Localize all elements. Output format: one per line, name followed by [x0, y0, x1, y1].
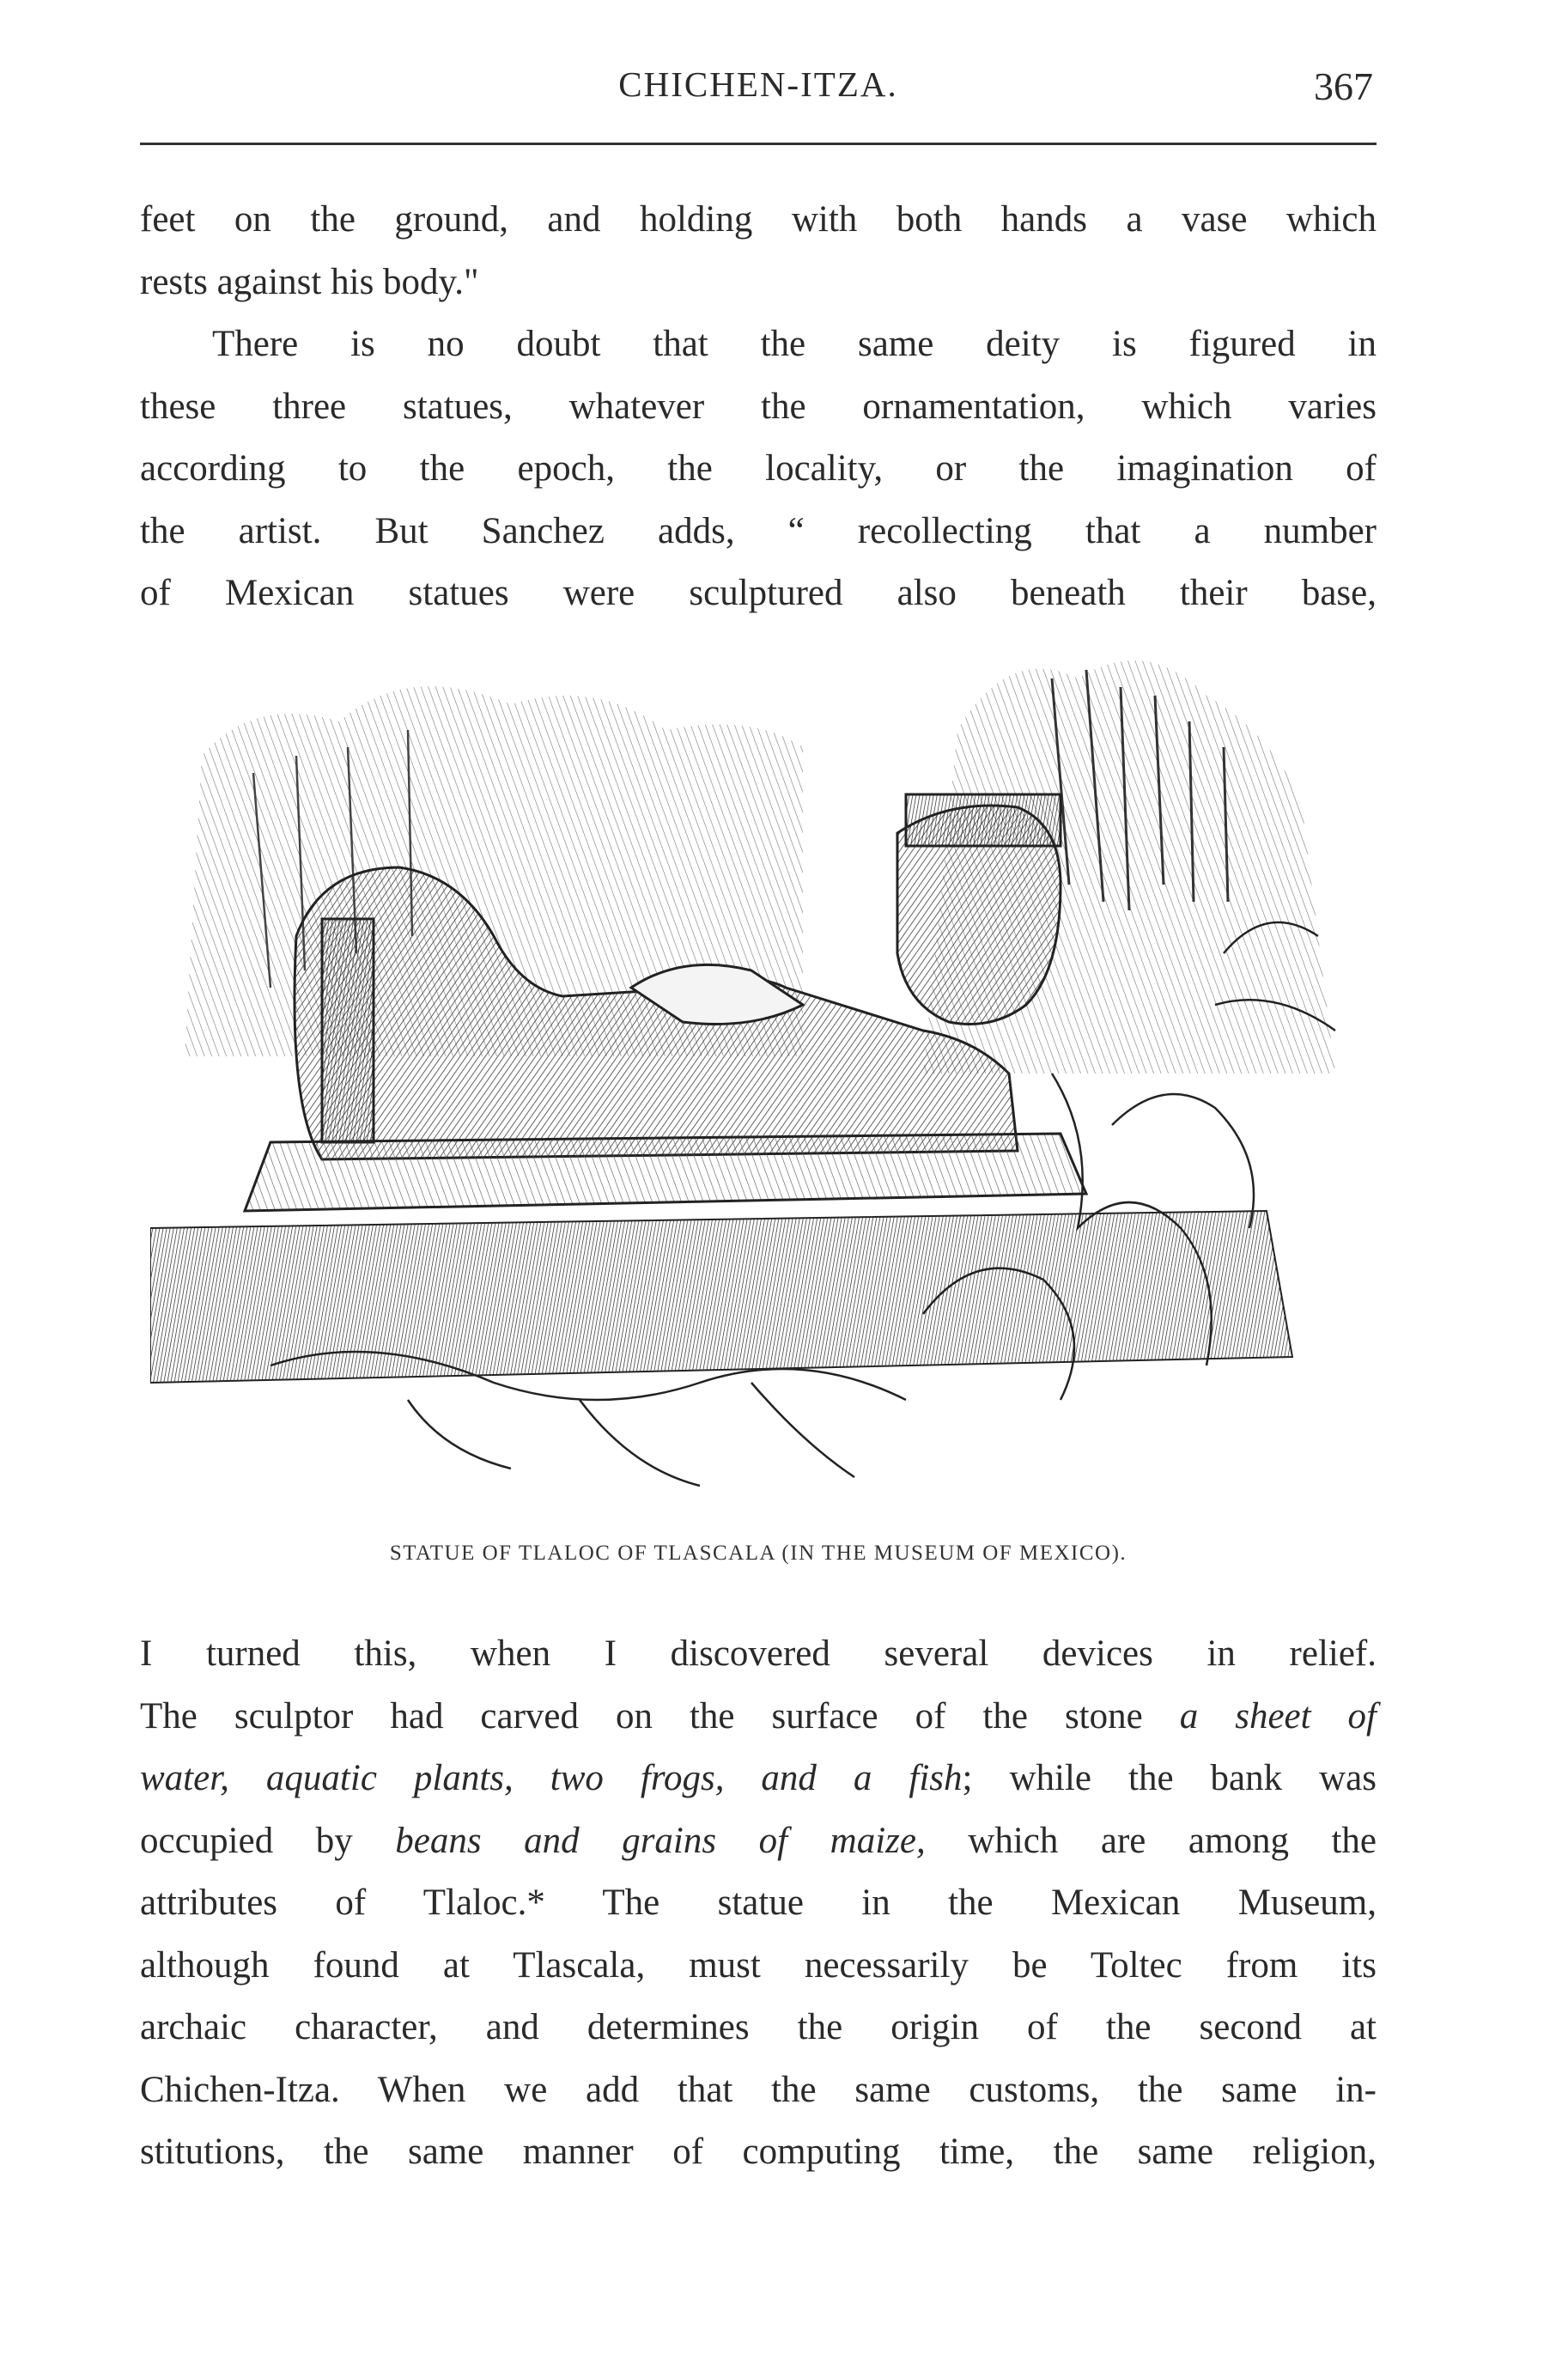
text-line: stitutions, the same manner of computing time, the same religion,: [140, 2132, 1377, 2172]
statue-base: [150, 1134, 1292, 1383]
italic-run: water, aquatic plants, two frogs, and a fish: [140, 1758, 963, 1798]
paragraph-3: [140, 1623, 1377, 2184]
tlaloc-statue-engraving: [150, 627, 1370, 1520]
text-line: according to the epoch, the locality, or the imagination of: [140, 448, 1377, 489]
text-line: the artist. But Sanchez adds, “ recollecting that a number: [140, 510, 1377, 551]
text-line: Chichen-Itza. When we add that the same customs, the same in-: [140, 2069, 1377, 2110]
text-run: The sculptor had carved on the surface of the stone: [140, 1695, 1180, 1737]
paragraph-2: [140, 313, 1377, 625]
italic-run: a sheet of: [1179, 1695, 1377, 1737]
text-line: There is no doubt that the same deity is figured in: [212, 324, 1377, 364]
text-run: ; while the bank was: [962, 1758, 1377, 1798]
text-line: [140, 1686, 1377, 1749]
text-run: occupied by: [140, 1820, 396, 1861]
text-line: of Mexican statues were sculptured also beneath their base,: [140, 573, 1377, 613]
text-line: these three statues, whatever the ornamentation, which varies: [140, 386, 1377, 427]
header-rule: [140, 143, 1377, 145]
italic-run: beans and grains of maize,: [395, 1820, 926, 1861]
text-line: archaic character, and determines the origin of the second at: [140, 2007, 1377, 2047]
text-run: which are among the: [925, 1820, 1377, 1861]
text-line: [140, 1810, 1377, 1873]
figure-caption: STATUE OF TLALOC OF TLASCALA (IN THE MUSEUM OF MEXICO).: [389, 1542, 1127, 1565]
text-line: rests against his body.": [140, 261, 479, 302]
text-line: [140, 1748, 1377, 1810]
text-line: although found at Tlascala, must necessarily be Toltec from its: [140, 1944, 1377, 1986]
page-number: 367: [1314, 64, 1373, 108]
text-line: feet on the ground, and holding with both hands a vase which: [140, 199, 1377, 240]
page-header: [140, 64, 1377, 124]
paragraph-1: [140, 189, 1377, 313]
text-line: attributes of Tlaloc.* The statue in the Mexican Museum,: [140, 1883, 1377, 1923]
text-line: I turned this, when I discovered several devices in relief.: [140, 1633, 1377, 1674]
running-head: CHICHEN-ITZA.: [618, 64, 898, 104]
